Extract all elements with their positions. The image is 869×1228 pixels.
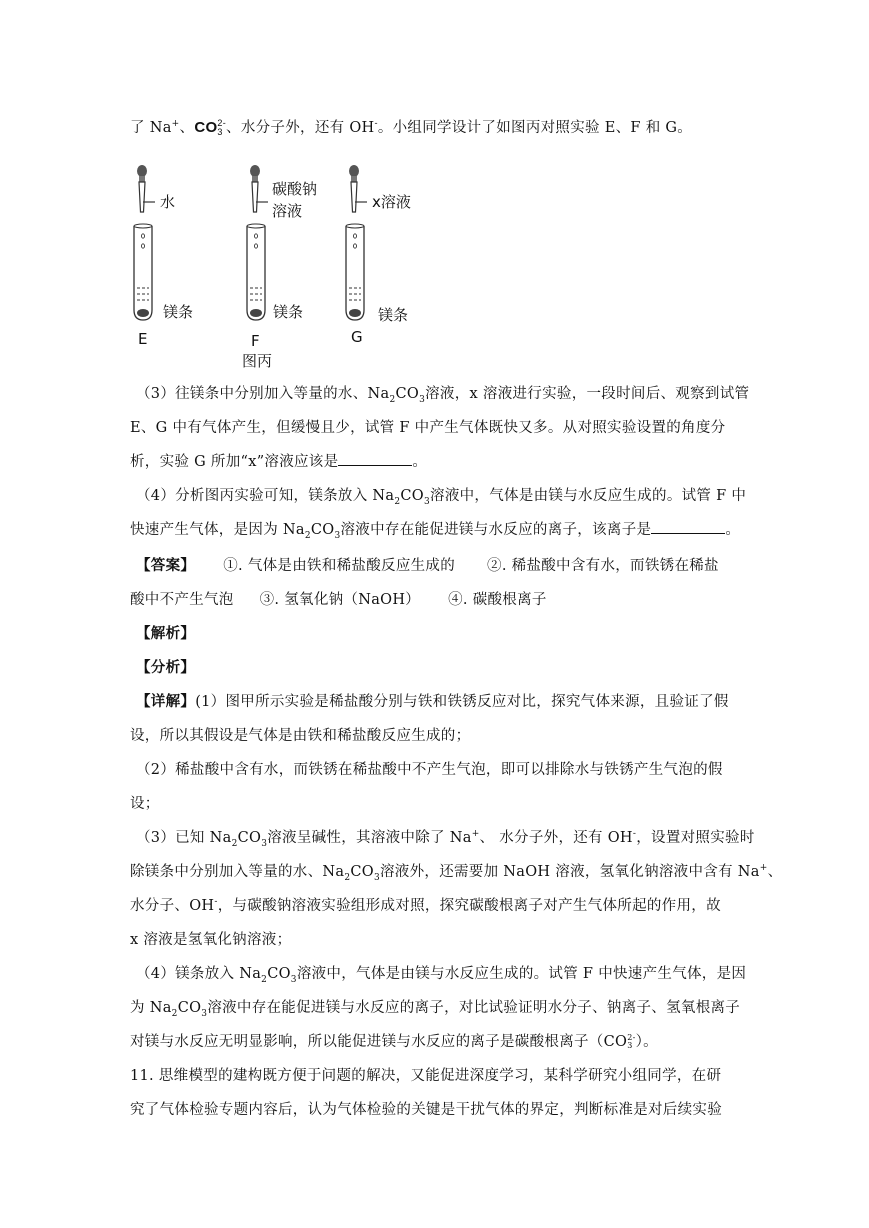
answer-line-1 (136, 556, 756, 576)
intro-text-3: 。小组同学设计了如图丙对照实验 E、F 和 G。 (377, 120, 693, 136)
answer-3: ③. 氢氧化钠（NaOH） (259, 592, 421, 608)
detail-line-7: 水分子、OH-，与碳酸钠溶液实验组形成对照，探究碳酸根离子对产生气体所起的作用，故 (130, 897, 721, 914)
detail-line-3: （2）稀盐酸中含有水，而铁锈在稀盐酸中不产生气泡，即可以排除水与铁锈产生气泡的假 (136, 762, 723, 778)
q3-line-1: （3）往镁条中分别加入等量的水、$Na_2CO_3$溶液，x 溶液进行实验，一段时间后、观察到试管 (136, 386, 750, 405)
tube-label-f: F (251, 332, 260, 350)
q4-line-1: （4）分析图丙实验可知，镁条放入 $Na_2CO_3$溶液中，气体是由镁与水反应生成的。试管 F 中 (136, 488, 747, 507)
detail-line-10: 为 $Na_2CO_3$溶液中存在能促进镁与水反应的离子，对比试验证明水分子、钠离子、氢氧根离子 (130, 1000, 741, 1019)
co3-formula: CO 2- 3 (194, 118, 227, 138)
detail-line-6: 除镁条中分别加入等量的水、$Na_2CO_3$溶液外，还需要加 NaOH 溶液，氢氧化钠溶液中含有 Na+、 (130, 863, 783, 883)
label-mg-e: 镁条 (163, 303, 194, 321)
detail-line-9: （4）镁条放入 $Na_2CO_3$溶液中，气体是由镁与水反应生成的。试管 F 中快速产生气体，是因 (136, 966, 747, 985)
tube-g (346, 224, 364, 320)
q4-line-2: 快速产生气体，是因为 $Na_2CO_3$溶液中存在能促进镁与水反应的离子，该离子是 。 (130, 522, 741, 541)
label-x-solution: x溶液 (372, 193, 411, 211)
figure-caption: 图丙 (242, 352, 273, 370)
tube-label-e: E (138, 330, 148, 348)
q3-line-2: E、G 中有气体产生，但缓慢且少，试管 F 中产生气体既快又多。从对照实验设置的角度分 (130, 420, 726, 436)
answer-1: ①. 气体是由铁和稀盐酸反应生成的 (223, 558, 456, 574)
intro-text-1: 了 Na (130, 120, 172, 136)
q4-answer-blank[interactable] (651, 520, 725, 534)
intro-text-2: 、水分子外，还有 OH (226, 120, 375, 136)
label-na2co3-1: 碳酸钠 (272, 180, 318, 198)
detail-label: 【详解】 (136, 693, 196, 710)
q11-line-2: 究了气体检验专题内容后，认为气体检验的关键是干扰气体的界定，判断标准是对后续实验 (130, 1102, 722, 1118)
detail-line-2: 设，所以其假设是气体是由铁和稀盐酸反应生成的； (130, 728, 471, 744)
intro-line (130, 118, 750, 138)
test-tube-diagram (128, 160, 428, 375)
figure-bing (128, 160, 428, 375)
oh-superscript: - (374, 119, 378, 130)
label-mg-f: 镁条 (273, 303, 304, 321)
q11-line-1: 11. 思维模型的建构既方便于问题的解决，又能促进深度学习，某科学研究小组同学，在研 (130, 1068, 722, 1084)
detail-line-8: x 溶液是氢氧化钠溶液； (130, 932, 292, 948)
q3-answer-blank[interactable] (338, 452, 412, 466)
tube-f (247, 224, 265, 320)
dropper-f (250, 165, 268, 212)
label-mg-g: 镁条 (378, 306, 409, 324)
intro-sep: 、 (179, 120, 195, 136)
tube-label-g: G (351, 328, 363, 346)
dropper-g (349, 165, 367, 212)
na-superscript: + (171, 119, 180, 130)
tube-e (134, 224, 152, 320)
answer-label: 【答案】 (136, 557, 196, 574)
fenxi-heading: 【分析】 (136, 659, 196, 676)
answer-4: ④. 碳酸根离子 (448, 592, 547, 608)
dropper-e (137, 165, 155, 212)
detail-line-1: 【详解】(1）图甲所示实验是稀盐酸分别与铁和铁锈反应对比，探究气体来源，且验证了假 (136, 693, 729, 710)
detail-line-4: 设； (130, 796, 160, 812)
answer-2: ②. 稀盐酸中含有水，而铁锈在稀盐 (487, 558, 719, 574)
detail-line-5: （3）已知 $Na_2CO_3$溶液呈碱性，其溶液中除了 Na+、 水分子外，还有 OH-，设置对照实验时 (136, 829, 755, 849)
answer-line-2: 酸中不产生气泡 ③. 氢氧化钠（NaOH） ④. 碳酸根离子 (130, 592, 547, 608)
jiexi-heading: 【解析】 (136, 625, 196, 642)
q3-line-3: 析，实验 G 所加“x”溶液应该是 。 (130, 454, 428, 470)
detail-line-11: 对镁与水反应无明显影响，所以能促进镁与水反应的离子是碳酸根离子（CO 2- 3 ）。 (130, 1033, 658, 1050)
label-water: 水 (160, 193, 176, 211)
label-na2co3-2: 溶液 (272, 202, 303, 220)
